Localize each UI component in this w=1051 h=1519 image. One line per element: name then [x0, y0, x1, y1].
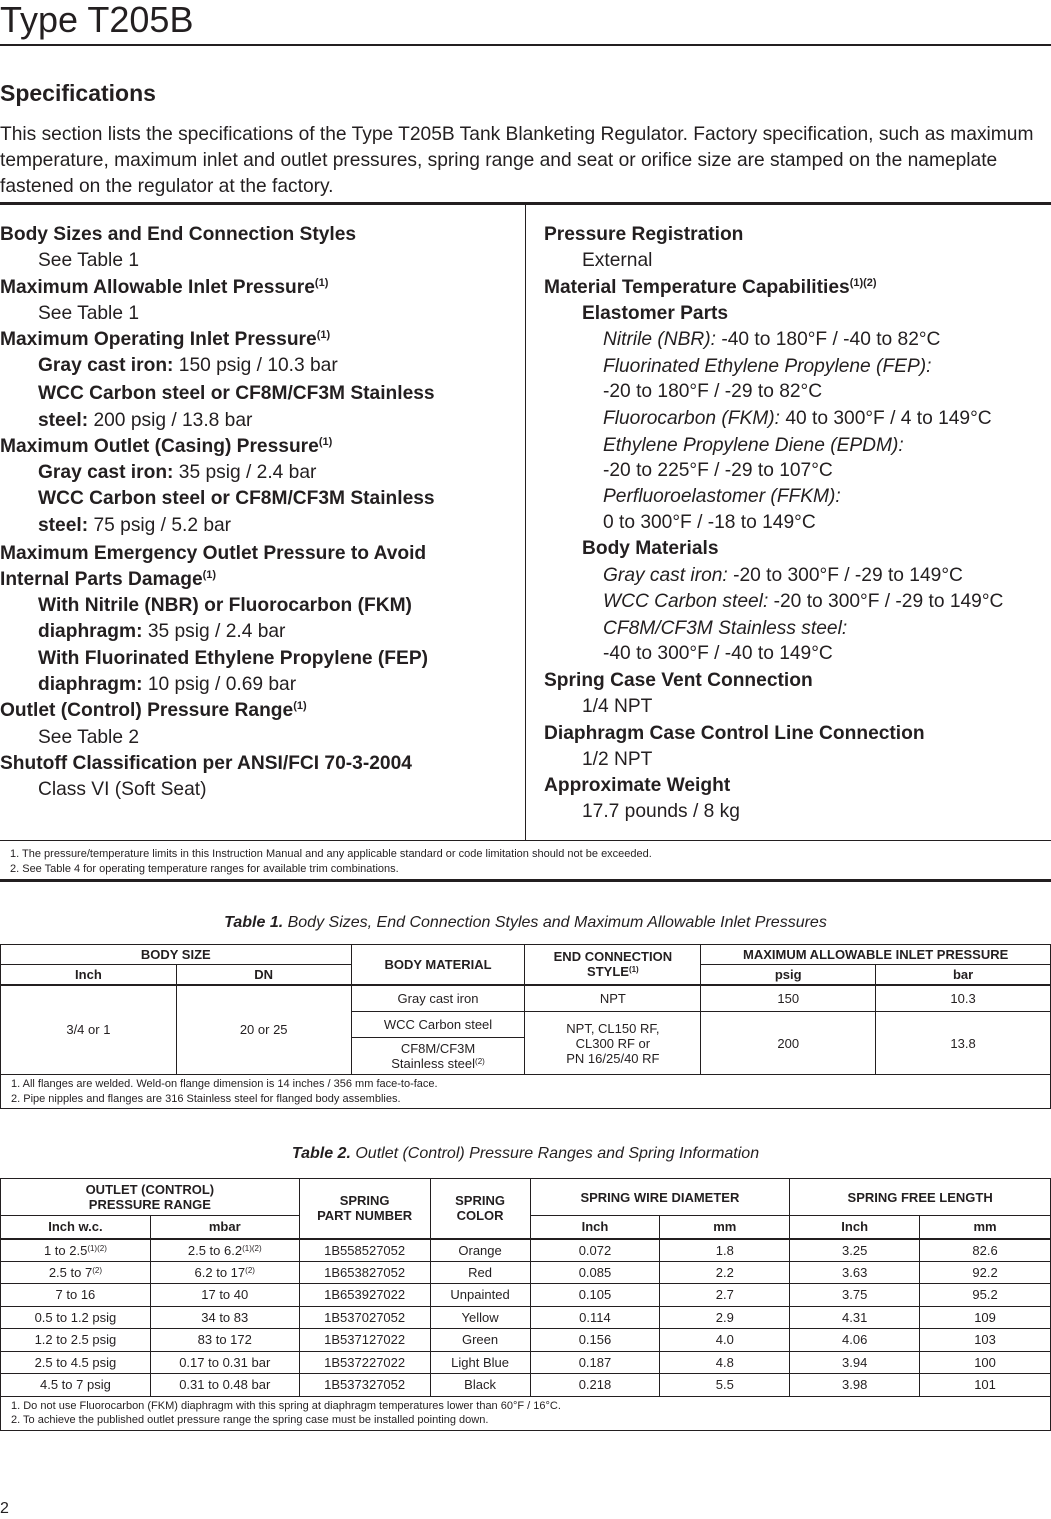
table2-cell-wire-mm: 2.2 [660, 1261, 790, 1284]
table-row [1, 1306, 1051, 1329]
table2-cell-wire-mm: 4.0 [660, 1329, 790, 1352]
table2-cell-free-inch: 4.31 [790, 1306, 920, 1329]
table2-cell-part-number: 1B558527052 [299, 1239, 430, 1262]
table2-cell-free-inch: 3.98 [790, 1374, 920, 1397]
table2-cell-color: Unpainted [430, 1284, 530, 1307]
table2-body [1, 1239, 1051, 1397]
table2-header-wire-diameter: SPRING WIRE DIAMETER [530, 1179, 790, 1216]
table2-cell-color: Black [430, 1374, 530, 1397]
table-row [1, 1239, 1051, 1262]
spec-shutoff-value: Class VI (Soft Seat) [38, 779, 207, 801]
spec-fep-label: Fluorinated Ethylene Propylene (FEP): [603, 355, 932, 377]
table1-header-end-connection: END CONNECTION STYLE$^{(1)}$ [525, 945, 701, 985]
table2-header-row-1 [1, 1179, 1051, 1216]
table1-end-npt: NPT [525, 985, 701, 1012]
spec-body-cf8m-value: -40 to 300°F / -40 to 149°C [603, 643, 833, 665]
table2-cell-free-inch: 3.63 [790, 1261, 920, 1284]
spec-max-emergency-nbr: diaphragm: 35 psig / 2.4 bar [38, 621, 286, 643]
spec-fep-value: -20 to 180°F / -29 to 82°C [603, 381, 823, 403]
table2-header-part-number: SPRING PART NUMBER [299, 1179, 430, 1239]
table2-cell-free-inch: 3.25 [790, 1239, 920, 1262]
spec-epdm-value: -20 to 225°F / -29 to 107°C [603, 459, 833, 481]
table2-cell-inch-wc: 0.5 to 1.2 psig [1, 1306, 151, 1329]
spec-control-line-value: 1/2 NPT [582, 748, 653, 770]
spec-max-operating-inlet-gray: Gray cast iron: 150 psig / 10.3 bar [38, 355, 338, 377]
table1-end-flanged: NPT, CL150 RF, CL300 RF or PN 16/25/40 RF [525, 1012, 701, 1075]
table2-cell-wire-mm: 4.8 [660, 1351, 790, 1374]
table2-cell-wire-mm: 2.9 [660, 1306, 790, 1329]
specifications-notes [10, 847, 652, 876]
table1-psig-150: 150 [701, 985, 876, 1012]
table2-cell-wire-inch: 0.105 [530, 1284, 660, 1307]
table1-size-dn: 20 or 25 [176, 985, 351, 1075]
table2-cell-mbar: 6.2 to 17$^{(2)}$ [150, 1261, 299, 1284]
specifications-notes-rule [0, 840, 1051, 841]
table-row [1, 1261, 1051, 1284]
table2-cell-free-inch: 4.06 [790, 1329, 920, 1352]
table2-note-2: 2. To achieve the published outlet pressure range the spring case must be installed pointing down. [11, 1414, 489, 1426]
table2-cell-part-number: 1B537027052 [299, 1306, 430, 1329]
spec-control-line-label: Diaphragm Case Control Line Connection [544, 722, 925, 744]
spec-max-emergency-label-1: Maximum Emergency Outlet Pressure to Avoid [0, 542, 427, 564]
table1-note-1: 1. All flanges are welded. Weld-on flange dimension is 14 inches / 356 mm face-to-face. [11, 1078, 438, 1090]
spec-max-emergency-fep: diaphragm: 10 psig / 0.69 bar [38, 674, 297, 696]
table1-header-body-size: BODY SIZE [1, 945, 352, 965]
table2-cell-part-number: 1B537127022 [299, 1329, 430, 1352]
table2-header-wire-mm: mm [660, 1216, 790, 1239]
table2-header-outlet-range: OUTLET (CONTROL) PRESSURE RANGE [1, 1179, 300, 1216]
spec-elastomer-parts-label: Elastomer Parts [582, 302, 729, 324]
table2-cell-wire-inch: 0.156 [530, 1329, 660, 1352]
spec-max-operating-inlet-label: Maximum Operating Inlet Pressure$^{(1)}$ [0, 329, 331, 351]
table2-cell-inch-wc: 2.5 to 4.5 psig [1, 1351, 151, 1374]
table2-header-free-inch: Inch [790, 1216, 920, 1239]
table1-psig-200: 200 [701, 1012, 876, 1075]
spec-max-allowable-inlet-value: See Table 1 [38, 302, 139, 324]
spec-max-emergency-label-2: Internal Parts Damage$^{(1)}$ [0, 568, 217, 590]
table1-material-cf8m: CF8M/CF3M Stainless steel$^{(2)}$ [351, 1038, 525, 1075]
spec-vent-label: Spring Case Vent Connection [544, 669, 813, 691]
table2-cell-free-mm: 109 [920, 1306, 1051, 1329]
table2-cell-wire-inch: 0.114 [530, 1306, 660, 1329]
table2-cell-part-number: 1B537227022 [299, 1351, 430, 1374]
spec-outlet-range-value: See Table 2 [38, 726, 139, 748]
table2-cell-wire-mm: 1.8 [660, 1239, 790, 1262]
table2-header-wire-inch: Inch [530, 1216, 660, 1239]
table1-material-gray: Gray cast iron [351, 985, 525, 1012]
spec-max-allowable-inlet-label: Maximum Allowable Inlet Pressure$^{(1)}$ [0, 276, 329, 298]
spec-epdm-label: Ethylene Propylene Diene (EPDM): [603, 434, 904, 456]
table-row [1, 1329, 1051, 1352]
table2-cell-color: Light Blue [430, 1351, 530, 1374]
table2-notes [1, 1396, 1051, 1430]
table2-cell-inch-wc: 7 to 16 [1, 1284, 151, 1307]
table2-cell-part-number: 1B653927022 [299, 1284, 430, 1307]
table1-note-2: 2. Pipe nipples and flanges are 316 Stainless steel for flanged body assemblies. [11, 1092, 401, 1105]
spec-pressure-registration-label: Pressure Registration [544, 224, 744, 245]
spec-max-outlet-wcc-label: WCC Carbon steel or CF8M/CF3M Stainless [38, 488, 435, 510]
table2-cell-free-mm: 95.2 [920, 1284, 1051, 1307]
table2-notes-row [1, 1396, 1051, 1430]
spec-vent-value: 1/4 NPT [582, 696, 653, 718]
table1-bar-13-8: 13.8 [876, 1012, 1051, 1075]
table-row [1, 1374, 1051, 1397]
spec-body-sizes-value: See Table 1 [38, 250, 139, 272]
table2-header-inch-wc: Inch w.c. [1, 1216, 151, 1239]
spec-body-wcc: WCC Carbon steel: -20 to 300°F / -29 to 149°C [603, 591, 1004, 613]
table-row [1, 1284, 1051, 1307]
table2-cell-mbar: 83 to 172 [150, 1329, 299, 1352]
spec-max-emergency-nbr-label: With Nitrile (NBR) or Fluorocarbon (FKM) [38, 595, 412, 617]
table2-cell-free-mm: 82.6 [920, 1239, 1051, 1262]
page-number: 2 [0, 1500, 9, 1517]
table2-cell-mbar: 2.5 to $6.2^{(1)(2)}$ [150, 1239, 299, 1262]
spec-body-gray: Gray cast iron: -20 to 300°F / -29 to 149°C [603, 564, 963, 586]
table2-note-1: 1. Do not use Fluorocarbon (FKM) diaphragm with this spring at diaphragm temperatures lower than 60°F / 16°C. [11, 1399, 561, 1412]
spec-ffkm-label: Perfluoroelastomer (FFKM): [603, 486, 841, 508]
spec-weight-label: Approximate Weight [544, 775, 731, 797]
table2-header-free-length: SPRING FREE LENGTH [790, 1179, 1051, 1216]
table2-cell-color: Red [430, 1261, 530, 1284]
table1-size-inch: 3/4 or 1 [1, 985, 177, 1075]
spec-fkm: Fluorocarbon (FKM): 40 to 300°F / 4 to 149°C [603, 407, 992, 429]
table1-header-inch: Inch [1, 965, 177, 985]
table1-header-body-material: BODY MATERIAL [351, 945, 525, 985]
table2-header-free-mm: mm [920, 1216, 1051, 1239]
table1 [0, 944, 1051, 1109]
table1-notes [1, 1075, 1051, 1109]
spec-max-operating-inlet-wcc: steel: 200 psig / 13.8 bar [38, 409, 253, 431]
table2-cell-inch-wc: 1 to $2.5^{(1)(2)}$ [1, 1239, 151, 1262]
spec-body-cf8m-label: CF8M/CF3M Stainless steel: [603, 618, 848, 640]
specifications-intro: This section lists the specifications of the Type T205B Tank Blanketing Regulator. Factory specification, such as maximum temperature, maximum inlet and outlet pressures, spring range and seat or orifice size are stamped on the nameplate fastened on the regulator at the factory. [0, 124, 1034, 197]
table1-header-bar: bar [876, 965, 1051, 985]
table2-cell-inch-wc: 1.2 to 2.5 psig [1, 1329, 151, 1352]
spec-max-emergency-fep-label: With Fluorinated Ethylene Propylene (FEP) [38, 647, 429, 669]
table2-cell-free-inch: 3.94 [790, 1351, 920, 1374]
table2-cell-wire-inch: 0.218 [530, 1374, 660, 1397]
spec-nbr: Nitrile (NBR): -40 to 180°F / -40 to 82°C [603, 329, 941, 351]
spec-weight-value: 17.7 pounds / 8 kg [582, 801, 740, 823]
spec-max-outlet-wcc: steel: 75 psig / 5.2 bar [38, 514, 232, 536]
table2-cell-mbar: 34 to 83 [150, 1306, 299, 1329]
table2-cell-inch-wc: 2.5 to 7$^{(2)}$ [1, 1261, 151, 1284]
table2-cell-inch-wc: 4.5 to 7 psig [1, 1374, 151, 1397]
spec-max-outlet-label: Maximum Outlet (Casing) Pressure$^{(1)}$ [0, 435, 333, 457]
table1-header-row-1 [1, 945, 1051, 965]
table2-cell-free-mm: 103 [920, 1329, 1051, 1352]
table2-cell-color: Orange [430, 1239, 530, 1262]
table2-cell-wire-mm: 5.5 [660, 1374, 790, 1397]
document-title: Type T205B [0, 0, 194, 40]
specifications-left-column [0, 222, 525, 804]
spec-max-outlet-gray: Gray cast iron: 35 psig / 2.4 bar [38, 462, 317, 484]
table2-header-mbar: mbar [150, 1216, 299, 1239]
table2-cell-free-mm: 101 [920, 1374, 1051, 1397]
spec-body-sizes-label: Body Sizes and End Connection Styles [0, 224, 357, 245]
specifications-right-column [544, 222, 1051, 826]
table2-cell-mbar: 0.17 to 0.31 bar [150, 1351, 299, 1374]
specifications-column-divider [525, 205, 526, 840]
spec-max-operating-inlet-wcc-label: WCC Carbon steel or CF8M/CF3M Stainless [38, 383, 435, 405]
table2-cell-wire-mm: 2.7 [660, 1284, 790, 1307]
spec-outlet-range-label: Outlet (Control) Pressure Range$^{(1)}$ [0, 700, 307, 722]
table1-notes-row [1, 1075, 1051, 1109]
table1-material-wcc: WCC Carbon steel [351, 1012, 525, 1038]
table1-header-max-inlet: MAXIMUM ALLOWABLE INLET PRESSURE [701, 945, 1051, 965]
table2-cell-part-number: 1B653827052 [299, 1261, 430, 1284]
table2-cell-free-mm: 92.2 [920, 1261, 1051, 1284]
specifications-box [0, 202, 1051, 882]
table1-bar-10-3: 10.3 [876, 985, 1051, 1012]
title-rule [0, 44, 1051, 46]
spec-pressure-registration-value: External [582, 250, 653, 272]
table1-header-dn: DN [176, 965, 351, 985]
table2-cell-wire-inch: 0.187 [530, 1351, 660, 1374]
table2 [0, 1178, 1051, 1431]
spec-shutoff-label: Shutoff Classification per ANSI/FCI 70-3-2004 [0, 752, 412, 774]
specifications-heading: Specifications [0, 80, 156, 106]
table2-cell-color: Green [430, 1329, 530, 1352]
table2-cell-mbar: 0.31 to 0.48 bar [150, 1374, 299, 1397]
table2-cell-free-inch: 3.75 [790, 1284, 920, 1307]
spec-body-materials-label: Body Materials [582, 538, 719, 560]
specifications-note-1: 1. The pressure/temperature limits in this Instruction Manual and any applicable standard or code limitation should not be exceeded. [10, 848, 652, 860]
table2-cell-mbar: 17 to 40 [150, 1284, 299, 1307]
table-row [1, 985, 1051, 1012]
table2-header-color: SPRING COLOR [430, 1179, 530, 1239]
table2-caption: Table 2. Outlet (Control) Pressure Ranges and Spring Information [291, 1145, 760, 1162]
table1-caption: Table 1. Body Sizes, End Connection Styles and Maximum Allowable Inlet Pressures [224, 914, 827, 931]
table2-cell-free-mm: 100 [920, 1351, 1051, 1374]
table2-cell-wire-inch: 0.072 [530, 1239, 660, 1262]
table2-cell-wire-inch: 0.085 [530, 1261, 660, 1284]
table-row [1, 1351, 1051, 1374]
spec-material-temp-label: Material Temperature Capabilities$^{(1)(2)}$ [544, 276, 877, 298]
table2-cell-part-number: 1B537327052 [299, 1374, 430, 1397]
spec-ffkm-value: 0 to 300°F / -18 to 149°C [603, 511, 816, 533]
table2-cell-color: Yellow [430, 1306, 530, 1329]
specifications-note-2: 2. See Table 4 for operating temperature ranges for available trim combinations. [10, 862, 399, 875]
table1-header-psig: psig [701, 965, 876, 985]
